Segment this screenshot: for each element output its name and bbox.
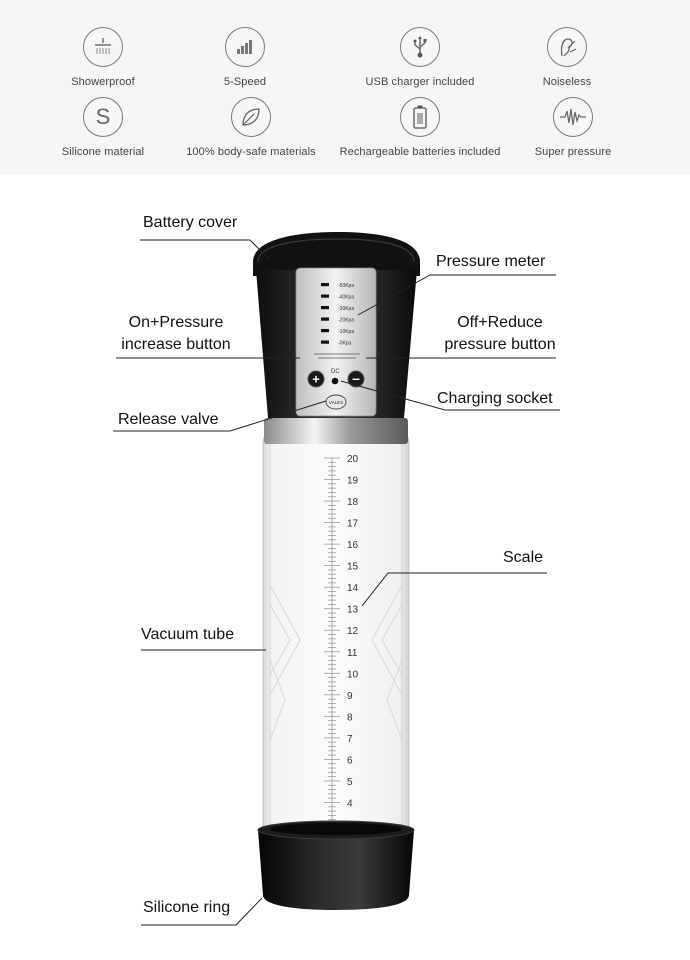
meter-bar [321,306,329,309]
minus-icon: – [352,370,360,386]
plus-icon: + [312,371,320,387]
callout-off-reduce-line2: pressure button [444,336,556,353]
feature-label: Super pressure [534,146,612,158]
control-panel [296,268,376,416]
pump-head [253,232,420,418]
silicone-ring [258,821,414,910]
battery-icon [400,97,440,137]
silicone-glyph: S [95,104,111,129]
scale-number: 19 [347,475,359,487]
product-diagram [0,175,690,960]
feature-label: USB charger included [365,76,475,88]
scale-number: 6 [347,755,353,767]
scale-number: 17 [347,518,359,530]
callout-silicone-ring: Silicone ring [143,899,231,916]
meter-label: -20Kpa [338,317,355,324]
feature-noiseless [482,27,652,88]
feature-usb [335,27,505,88]
callout-charging-socket: Charging socket [437,390,553,407]
scale-number: 7 [347,733,353,745]
callout-battery-cover: Battery cover [143,214,238,231]
features-panel [0,0,690,175]
scale-number: 16 [347,540,359,552]
shower-icon [83,27,123,67]
meter-label: -30Kpa [338,305,355,312]
scale-number: 18 [347,497,359,509]
callout-off-reduce-line1: Off+Reduce [457,314,543,331]
scale-number: 15 [347,561,359,573]
usb-icon [400,27,440,67]
meter-label: -0Kpa [338,340,352,347]
silent-icon [547,27,587,67]
speed-icon [225,27,265,67]
feature-body-safe [166,97,336,158]
meter-label: -40Kpa [338,294,355,301]
feature-silicone [18,97,188,158]
callout-scale: Scale [503,549,544,566]
meter-bar [321,341,329,344]
callout-on-pressure [114,312,238,356]
meter-bar [321,318,329,321]
dc-label: DC [331,369,340,375]
feature-label: 100% body-safe materials [186,146,316,158]
pulse-icon [553,97,593,137]
feature-label: Noiseless [542,76,592,88]
callout-vacuum-tube: Vacuum tube [141,626,235,643]
scale-number: 9 [347,690,353,702]
meter-label: -10Kpa [338,328,355,335]
meter-bar [321,283,329,286]
scale-number: 5 [347,776,353,788]
scale-number: 8 [347,712,353,724]
scale-number: 10 [347,669,359,681]
charging-socket[interactable] [332,378,339,385]
feature-5-speed [160,27,330,88]
meter-bar [321,295,329,298]
callout-on-pressure-line1: On+Pressure [128,314,224,331]
vacuum-tube [263,435,409,855]
feature-super-pressure [488,97,658,158]
callout-off-reduce [437,312,563,356]
scale-number: 4 [347,798,353,810]
scale-number: 14 [347,583,359,595]
scale-number: 13 [347,604,359,616]
callout-pressure-meter: Pressure meter [436,253,546,270]
leaf-icon [231,97,271,137]
scale-number: 11 [347,647,358,659]
callout-on-pressure-line2: increase button [121,336,231,353]
callout-release-valve: Release valve [118,411,219,428]
feature-label: 5-Speed [223,76,267,88]
valve-label: VALES [328,400,344,405]
feature-label: Rechargeable batteries included [339,146,501,158]
feature-rechargeable [335,97,505,158]
scale-number: 20 [347,454,359,465]
feature-label: Showerproof [71,76,135,88]
chrome-collar [264,418,408,444]
meter-label: -50Kpa [338,282,355,289]
feature-label: Silicone material [61,146,145,158]
meter-bar [321,329,329,332]
silicone-icon [83,97,123,137]
scale-number: 12 [347,626,359,638]
